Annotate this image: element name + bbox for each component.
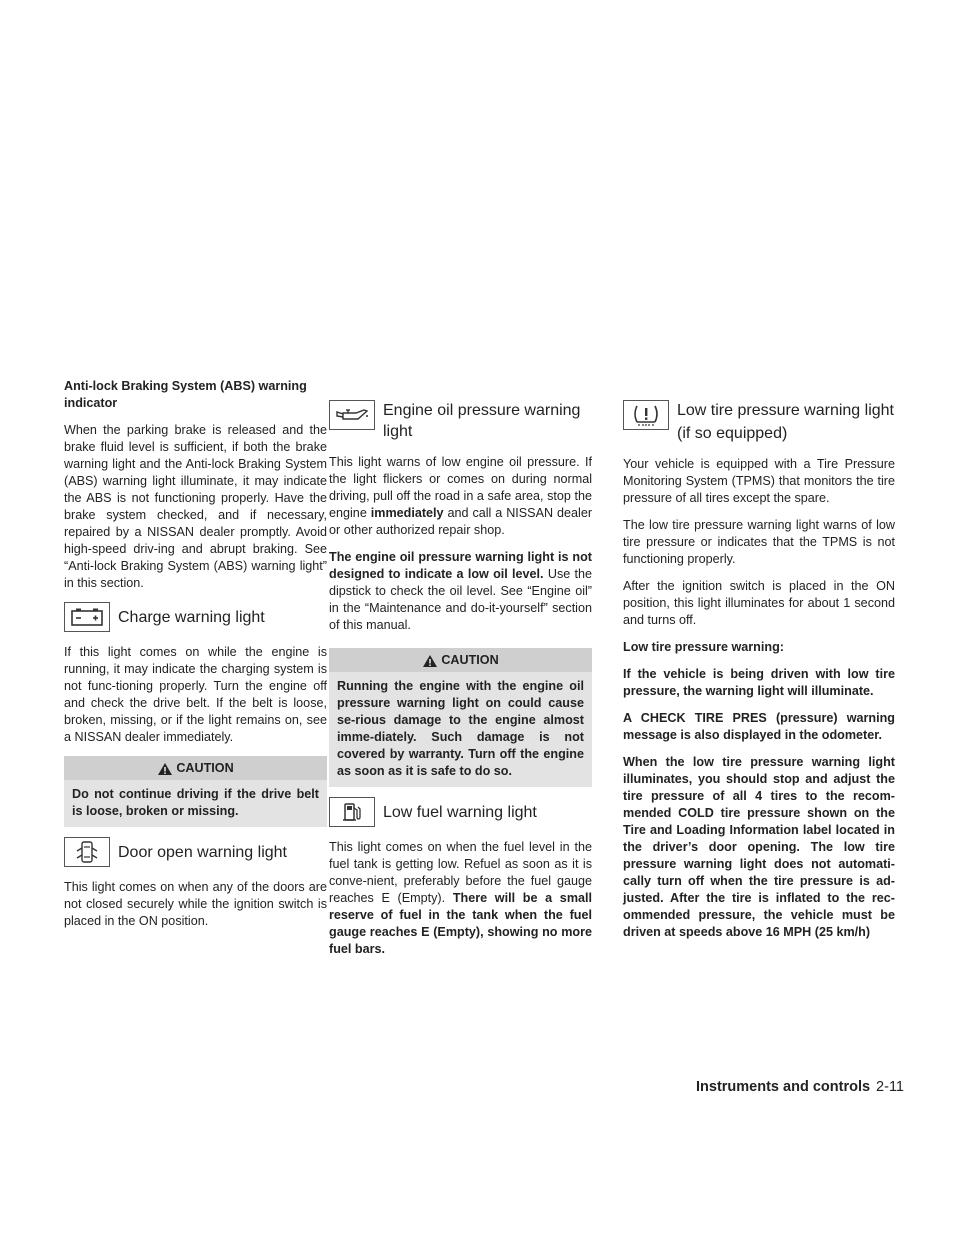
charge-warning-heading [64,602,327,632]
tire-warning-heading [623,400,895,444]
door-warning-title: Door open warning light [118,844,287,861]
column-1 [64,378,327,940]
door-warning-body: This light comes on when any of the doors are not closed securely while the ignition switch is placed in the ON position. [64,880,327,928]
oil-warning-note: The engine oil pressure warning light is not designed to indicate a low oil level. Use the dipstick to check the oil level. See “Engine oil” in the “Maintenance and do-it-yourself” section of this manual. [329,550,593,632]
warning-triangle-icon [157,762,173,776]
charge-warning-body: If this light comes on while the engine is running, it may indicate the charging system is not func-tioning properly. Turn the engine off and check the drive belt. If the belt is loose, broken, missing, or if the light remains on, see a NISSAN dealer immediately. [64,645,327,744]
tire-para-1: Your vehicle is equipped with a Tire Pressure Monitoring System (TPMS) that monitors the tire pressure of all tires except the spare. [623,457,895,505]
column-3 [623,378,895,951]
tire-subheading: Low tire pressure warning: [623,640,784,654]
fuel-warning-title: Low fuel warning light [383,804,537,821]
door-icon [64,837,110,867]
oil-warning-body: This light warns of low engine oil pressure. If the light flickers or comes on during normal driving, pull off the road in a safe area, stop the engine immediately and call a NISSAN dealer or other authorized repair shop. [329,455,593,537]
charge-warning-title: Charge warning light [118,609,265,626]
tire-para-7: When the low tire pressure warning light illuminates, you should stop and adjust the tire pressure of all 4 tires to the recom-mended COLD tire pressure shown on the Tire and Loading Information label located in the driver’s door opening. The low tire pressure warning light does not automati-cally turn off when the tire pressure is ad-justed. After the tire is inflated to the rec-ommended pressure, the vehicle must be driven at speeds above 16 MPH (25 km/h) [623,755,895,939]
fuel-warning-heading [329,797,592,827]
tire-para-2: The low tire pressure warning light warns of low tire pressure or indicates that the TPMS is not functioning properly. [623,518,895,566]
door-warning-heading [64,837,327,867]
caution-box-1 [64,756,327,827]
caution-label: CAUTION [441,653,499,667]
abs-indicator-body: When the parking brake is released and the brake fluid level is sufficient, if both the brake warning light and the Anti-lock Braking System (ABS) warning light illuminate, it may indicate the ABS is not functioning properly. Have the brake system checked, and if necessary, repaired by a NISSAN dealer promptly. Avoid high-speed driv-ing and abrupt braking. See “Anti-lock Braking System (ABS) warning light” in this section. [64,423,327,590]
tire-para-6: A CHECK TIRE PRES (pressure) warning message is also displayed in the odometer. [623,711,895,742]
tire-para-5: If the vehicle is being driven with low tire pressure, the warning light will illuminate. [623,667,895,698]
fuel-pump-icon [329,797,375,827]
caution-body: Running the engine with the engine oil pressure warning light on could cause se-rious damage to the engine almost imme-diately. Such damage is not covered by warranty. Turn off the engine as soon as it is safe to do so. [337,679,584,778]
page-number: 2-11 [876,1079,904,1095]
caution-label: CAUTION [176,761,234,775]
oil-warning-heading [329,400,592,442]
section-name: Instruments and controls [696,1079,871,1095]
oil-can-icon [329,400,375,430]
caution-body: Do not continue driving if the drive belt is loose, broken or missing. [72,787,319,818]
tire-pressure-icon [623,400,669,430]
warning-triangle-icon [422,654,438,668]
column-2 [329,378,592,968]
oil-warning-title: Engine oil pressure warning light [383,402,581,440]
caution-box-2 [329,648,592,787]
tire-warning-title: Low tire pressure warning light (if so equipped) [677,402,894,442]
fuel-warning-body: This light comes on when the fuel level in the fuel tank is getting low. Refuel as soon as it is conve-nient, preferably before the fuel gauge reaches E (Empty). There will be a small reserve of fuel in the tank when the fuel gauge reaches E (Empty), showing no more fuel bars. [329,840,593,956]
battery-icon [64,602,110,632]
abs-indicator-title: Anti-lock Braking System (ABS) warning indicator [64,379,307,410]
page-footer [696,1079,904,1095]
tire-para-3: After the ignition switch is placed in the ON position, this light illuminates for about 1 second and turns off. [623,579,895,627]
